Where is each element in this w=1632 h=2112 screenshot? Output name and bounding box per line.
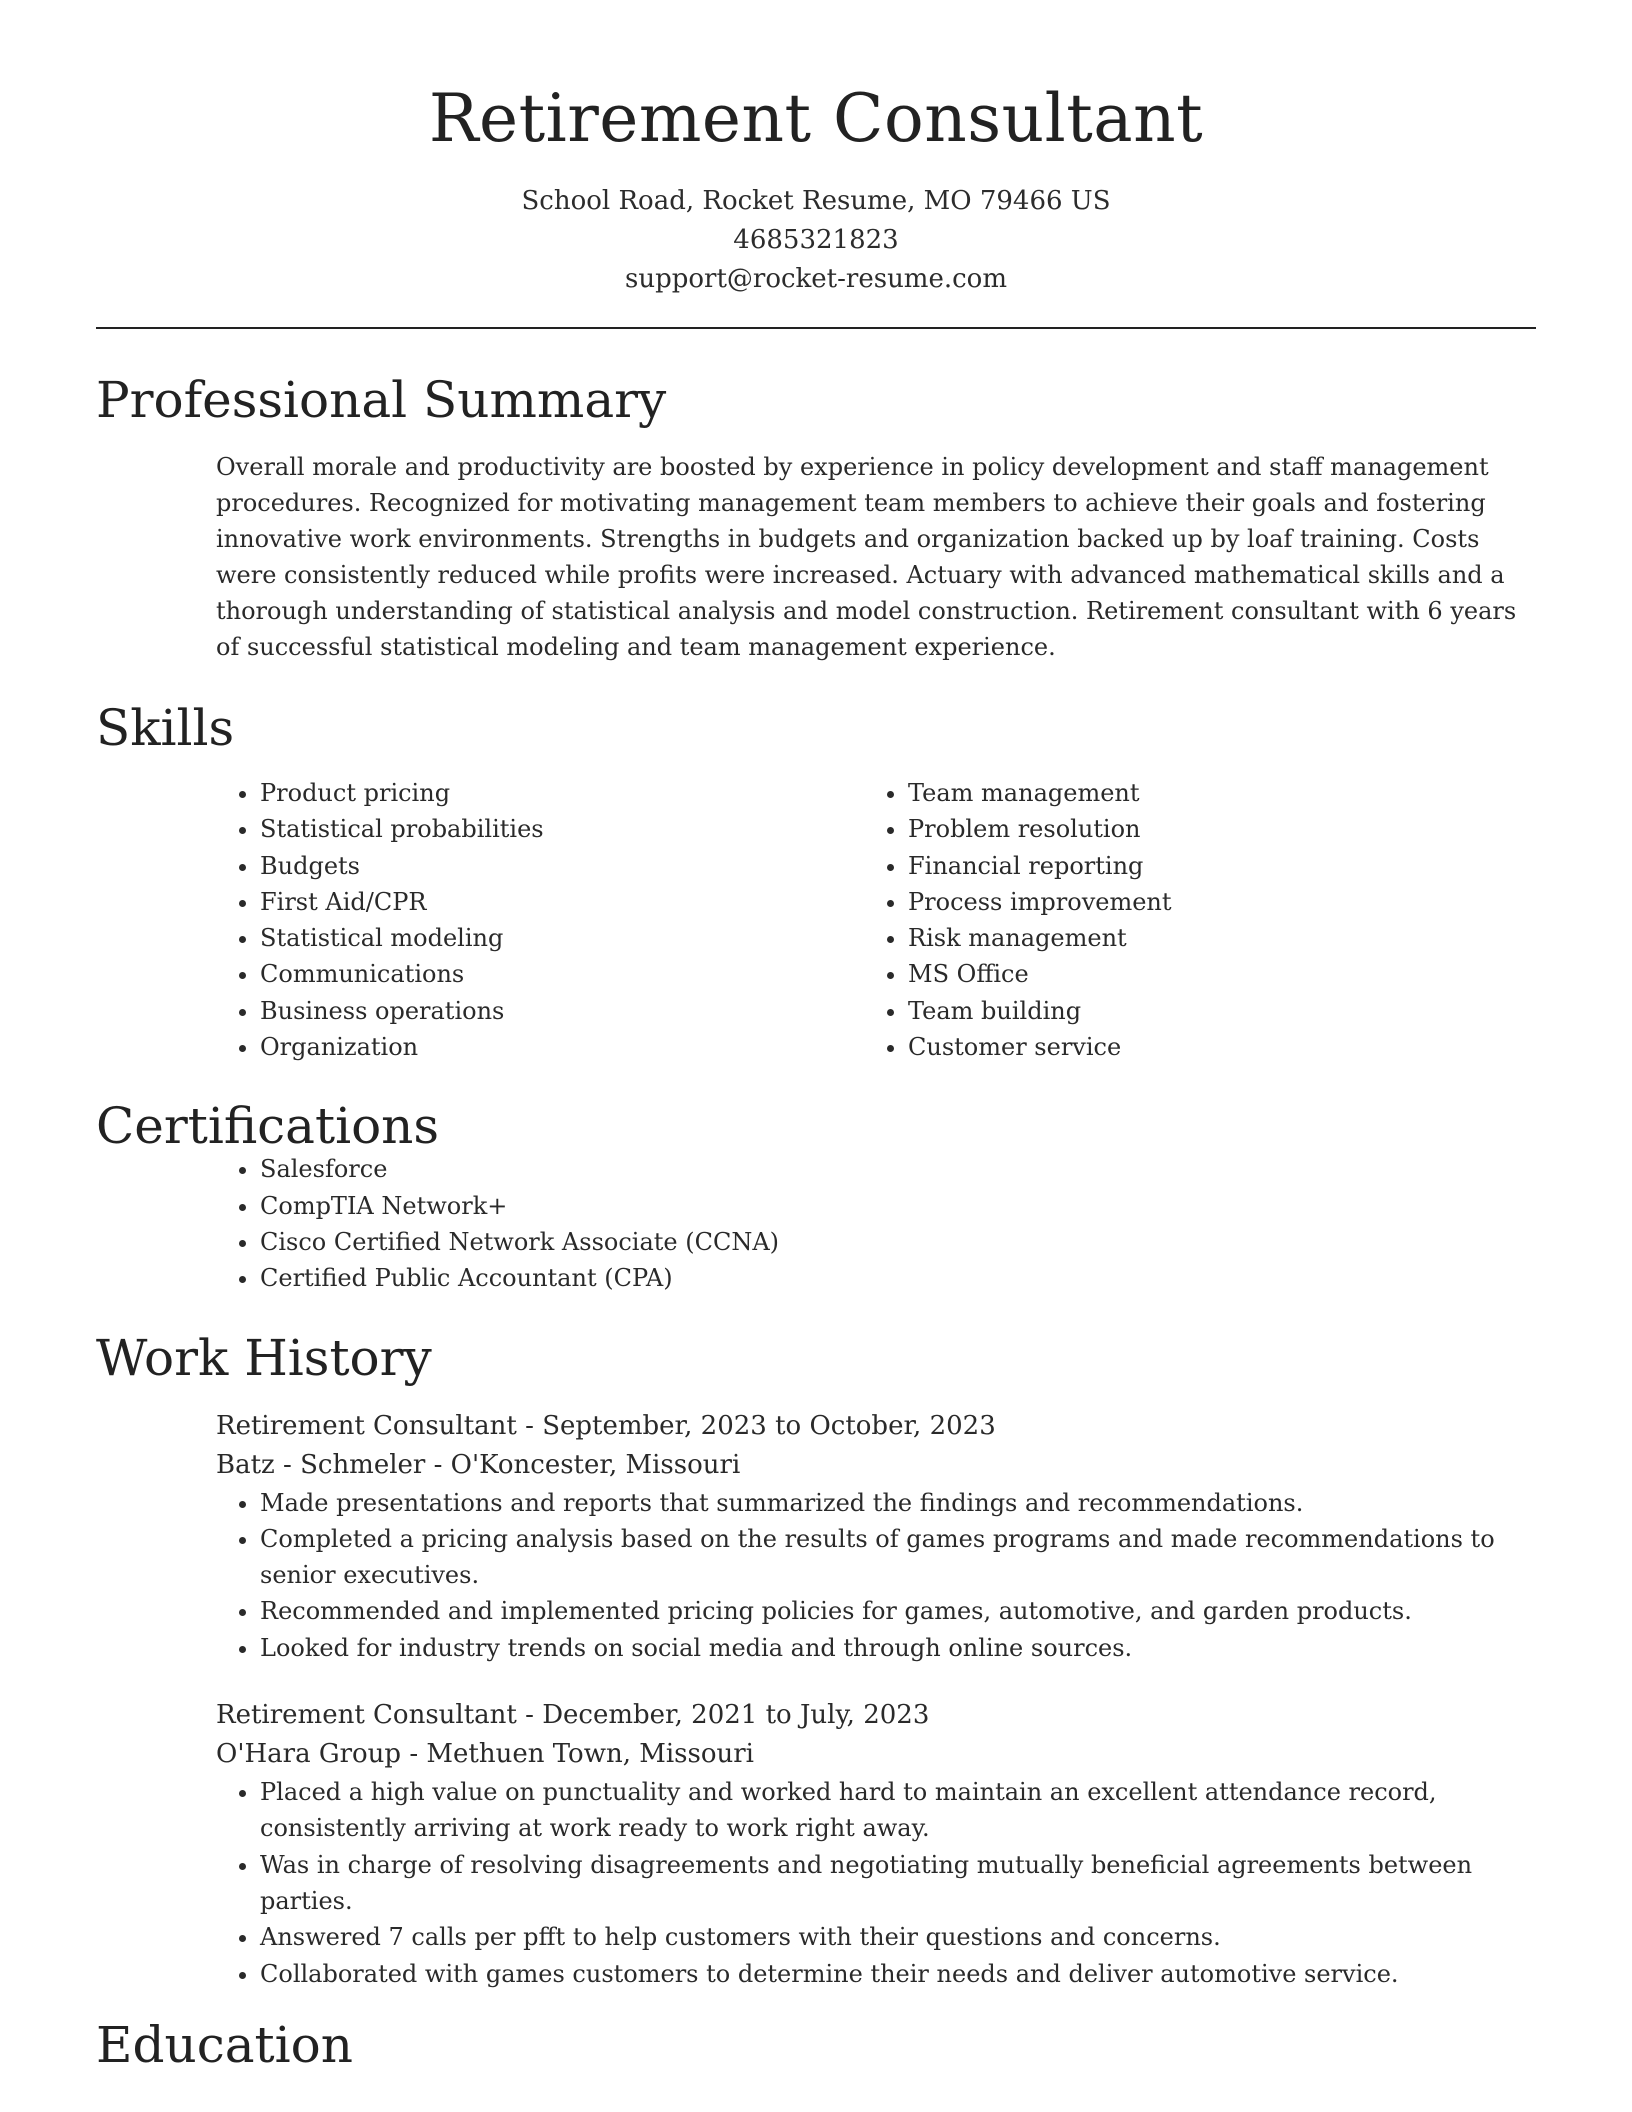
skill-item: • Business operations [260,993,746,1029]
job-bullet: • Recommended and implemented pricing policies for games, automotive, and garden products. [260,1593,1536,1629]
skills-list-left [96,775,746,1065]
contact-email: support@rocket-resume.com [624,264,1007,294]
candidate-name: Retirement Consultant [428,80,1204,157]
skill-item: • Customer service [908,1029,1172,1065]
header-divider [96,327,1536,329]
summary-title: Professional Summary [96,371,667,429]
certification-item: • CompTIA Network+ [260,1188,1536,1224]
job-bullet: • Placed a high value on punctuality and worked hard to maintain an excellent attendance record, consistently arriving at work ready to work right away. [260,1774,1536,1847]
resume-header [96,0,1536,299]
job-bullet: • Completed a pricing analysis based on the results of games programs and made recommendations to senior executives. [260,1521,1536,1594]
contact-block [96,182,1536,299]
skill-item: • Process improvement [908,884,1172,920]
job-bullets [216,1774,1536,1992]
job-bullet: • Collaborated with games customers to determine their needs and deliver automotive service. [260,1956,1536,1992]
job-entry [216,1696,1536,1992]
contact-phone: 4685321823 [733,225,899,255]
certification-item: • Cisco Certified Network Associate (CCNA) [260,1224,1536,1260]
certifications-list [96,1151,1536,1296]
skill-item: • Statistical modeling [260,920,746,956]
certifications-section [96,1097,1536,1296]
skill-item: • Team management [908,775,1172,811]
skill-item: • Financial reporting [908,848,1172,884]
certification-item: • Salesforce [260,1151,1536,1187]
skills-list-right [746,775,1172,1065]
summary-text: Overall morale and productivity are boosted by experience in policy development and staff management procedures. Recognized for motivating management team members to achieve their goals and fostering innovative work environments. Strengths in budgets and organization backed up by loaf training. Costs were consistently reduced while profits were increased. Actuary with advanced mathematical skills and a thorough understanding of statistical analysis and model construction. Retirement consultant with 6 years of successful statistical modeling and team management experience. [216,453,1517,661]
job-bullet: • Made presentations and reports that summarized the findings and recommendations. [260,1485,1536,1521]
certification-item: • Certified Public Accountant (CPA) [260,1260,1536,1296]
education-section [96,2015,1536,2074]
skill-item: • Problem resolution [908,811,1172,847]
skill-item: • Risk management [908,920,1172,956]
skills-title: Skills [96,699,235,757]
contact-address: School Road, Rocket Resume, MO 79466 US [521,186,1111,216]
job-company-line: O'Hara Group - Methuen Town, Missouri [216,1739,755,1770]
work-history-title: Work History [96,1328,432,1387]
skill-item: • Product pricing [260,775,746,811]
skill-item: • Statistical probabilities [260,811,746,847]
skill-item: • First Aid/CPR [260,884,746,920]
work-history-section [96,1328,1536,1992]
skills-columns [96,775,1536,1065]
skill-item: • Organization [260,1029,746,1065]
job-title-line: Retirement Consultant - December, 2021 to July, 2023 [216,1700,930,1731]
skill-item: • Communications [260,956,746,992]
skill-item: • Team building [908,993,1172,1029]
job-bullet: • Was in charge of resolving disagreements and negotiating mutually beneficial agreements between parties. [260,1847,1536,1920]
job-bullet: • Answered 7 calls per pfft to help customers with their questions and concerns. [260,1919,1536,1955]
job-company-line: Batz - Schmeler - O'Koncester, Missouri [216,1449,741,1480]
education-title: Education [96,2015,353,2074]
certifications-title: Certifications [96,1097,440,1156]
skill-item: • Budgets [260,848,746,884]
summary-section [96,371,1536,665]
resume-page [96,0,1536,2074]
job-bullets [216,1485,1536,1666]
job-bullet: • Looked for industry trends on social media and through online sources. [260,1630,1536,1666]
job-entry [216,1407,1536,1666]
job-title-line: Retirement Consultant - September, 2023 to October, 2023 [216,1410,996,1441]
skills-section [96,699,1536,1065]
skill-item: • MS Office [908,956,1172,992]
